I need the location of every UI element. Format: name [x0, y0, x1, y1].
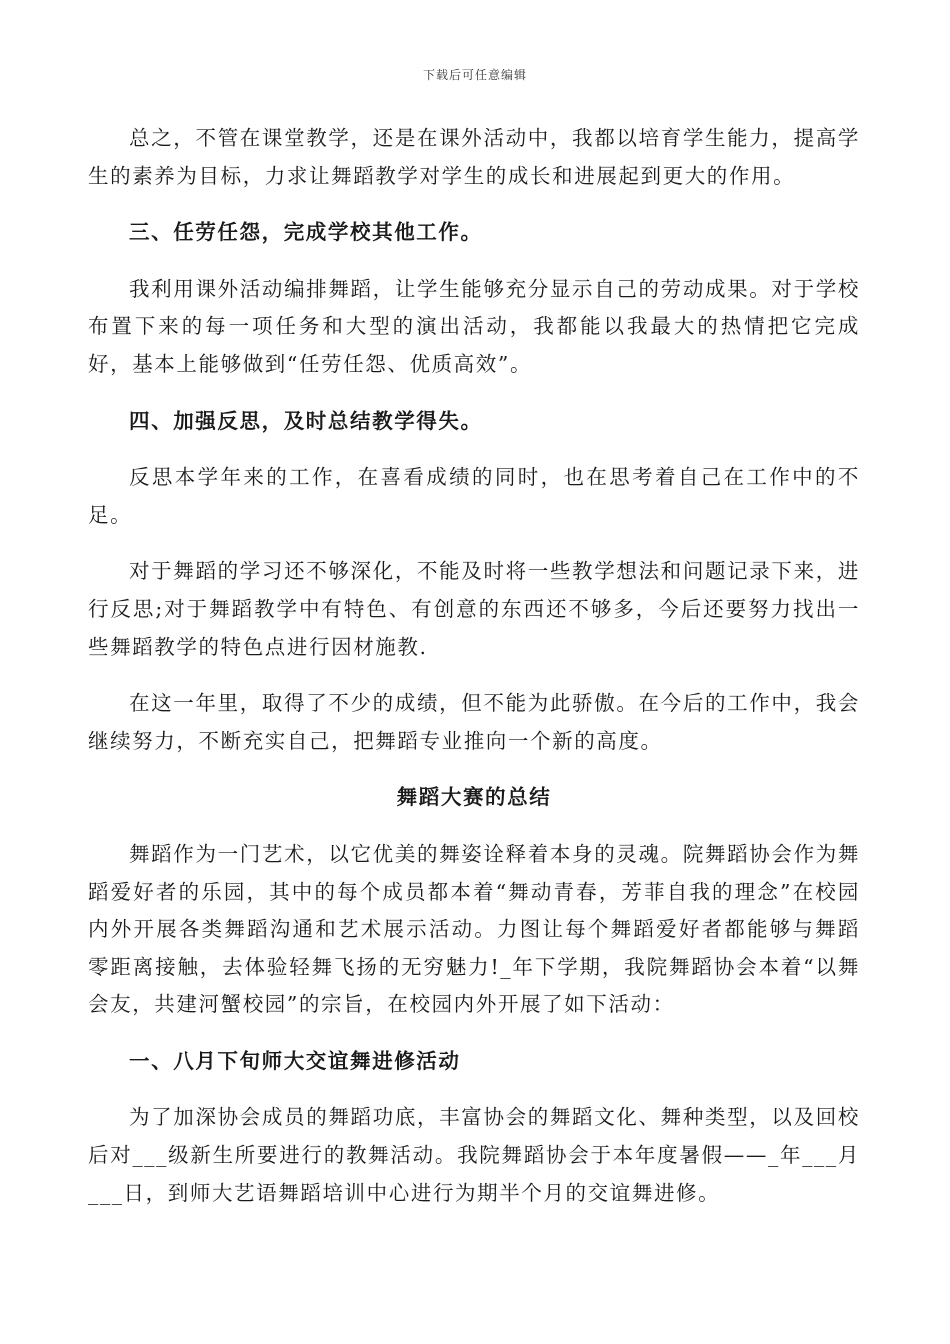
document-body: [88, 120, 860, 1231]
page-header-note: 下载后可任意编辑: [422, 68, 527, 82]
paragraph: 舞蹈作为一门艺术，以它优美的舞姿诠释着本身的灵魂。院舞蹈协会作为舞蹈爱好者的乐园，其中的每个成员都本着“舞动青春，芳菲自我的理念”在校园内外开展各类舞蹈沟通和艺术展示活动。力图让每个舞蹈爱好者都能够与舞蹈零距离接触，去体验轻舞飞扬的无穷魅力!_年下学期，我院舞蹈协会本着“以舞会友，共建河蟹校园”的宗旨，在校园内外开展了如下活动：: [88, 841, 860, 1017]
paragraph: 为了加深协会成员的舞蹈功底，丰富协会的舞蹈文化、舞种类型，以及回校后对___级新生所要进行的教舞活动。我院舞蹈协会于本年度暑假——_年___月___日，到师大艺语舞蹈培训中心进行为期半个月的交谊舞进修。: [88, 1105, 860, 1205]
paragraph: 我利用课外活动编排舞蹈，让学生能够充分显示自己的劳动成果。对于学校布置下来的每一项任务和大型的演出活动，我都能以我最大的热情把它完成好，基本上能够做到“任劳任怨、优质高效”。: [88, 276, 860, 376]
section-heading: 四、加强反思，及时总结教学得失。: [129, 408, 483, 433]
paragraph: 对于舞蹈的学习还不够深化，不能及时将一些教学想法和问题记录下来，进行反思;对于舞蹈教学中有特色、有创意的东西还不够多，今后还要努力找出一些舞蹈教学的特色点进行因材施教.: [88, 559, 860, 659]
document-title: 舞蹈大赛的总结: [396, 785, 552, 810]
paragraph: 反思本学年来的工作，在喜看成绩的同时，也在思考着自己在工作中的不足。: [88, 465, 860, 527]
section-heading: 一、八月下旬师大交谊舞进修活动: [129, 1048, 461, 1073]
section-heading: 三、任劳任怨，完成学校其他工作。: [129, 220, 483, 245]
paragraph: 总之，不管在课堂教学，还是在课外活动中，我都以培育学生能力，提高学生的素养为目标，力求让舞蹈教学对学生的成长和进展起到更大的作用。: [88, 126, 860, 188]
paragraph: 在这一年里，取得了不少的成绩，但不能为此骄傲。在今后的工作中，我会继续努力，不断充实自己，把舞蹈专业推向一个新的高度。: [88, 691, 860, 753]
